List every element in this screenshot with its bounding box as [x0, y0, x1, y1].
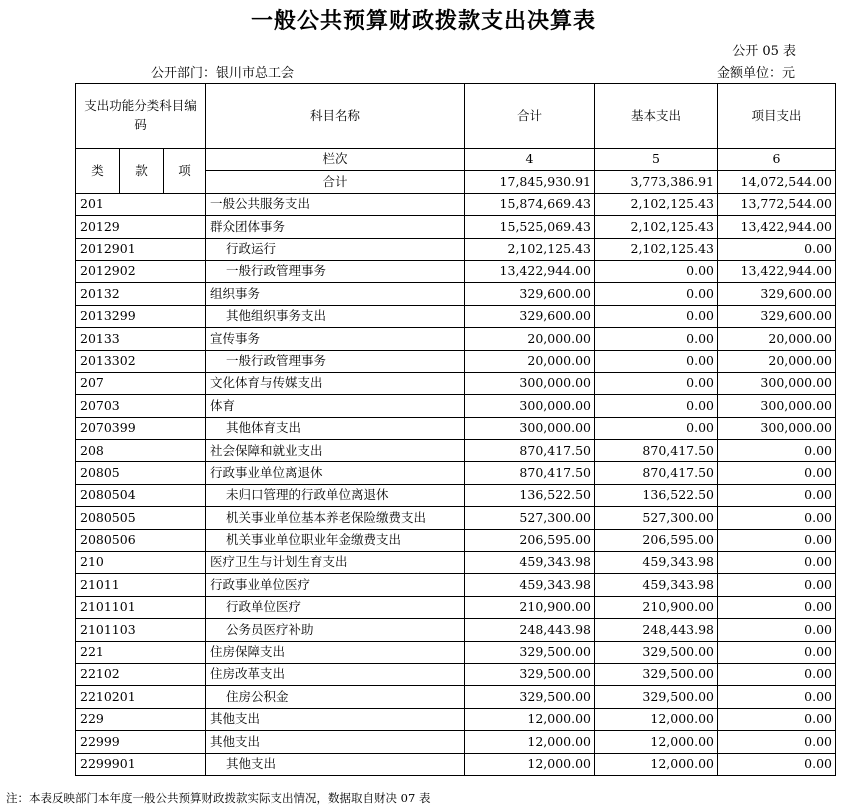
column-number-total: 4 [465, 149, 595, 171]
table-row [76, 216, 836, 238]
row-basic: 329,500.00 [595, 641, 718, 663]
table-row [76, 574, 836, 596]
page-title: 一般公共预算财政拨款支出决算表 [250, 9, 596, 34]
row-total: 300,000.00 [465, 395, 595, 417]
row-name: 住房公积金 [206, 686, 465, 708]
table-row [76, 260, 836, 282]
row-basic: 12,000.00 [595, 708, 718, 730]
row-code: 201 [76, 193, 206, 215]
row-basic: 2,102,125.43 [595, 216, 718, 238]
row-name: 行政运行 [206, 238, 465, 260]
row-name: 其他支出 [206, 753, 465, 775]
row-code: 2070399 [76, 417, 206, 439]
row-basic: 2,102,125.43 [595, 193, 718, 215]
row-project: 0.00 [718, 686, 836, 708]
row-total: 459,343.98 [465, 574, 595, 596]
header-kuan: 款 [120, 149, 164, 194]
row-basic: 136,522.50 [595, 484, 718, 506]
table-row [76, 552, 836, 574]
unit-label: 金额单位：元 [716, 66, 795, 81]
row-basic: 206,595.00 [595, 529, 718, 551]
row-name: 组织事务 [206, 283, 465, 305]
sum-basic: 3,773,386.91 [595, 171, 718, 193]
footnote: 注：本表反映部门本年度一般公共预算财政拨款实际支出情况，数据取自财决 07 表 [6, 791, 431, 805]
row-name: 医疗卫生与计划生育支出 [206, 552, 465, 574]
table-row [76, 731, 836, 753]
department-label: 公开部门：银川市总工会 [151, 66, 295, 81]
row-name: 其他支出 [206, 731, 465, 753]
row-name: 宣传事务 [206, 328, 465, 350]
row-code: 2210201 [76, 686, 206, 708]
form-number: 公开 05 表 [732, 44, 796, 59]
row-basic: 12,000.00 [595, 753, 718, 775]
sum-total: 17,845,930.91 [465, 171, 595, 193]
row-basic: 0.00 [595, 372, 718, 394]
row-code: 221 [76, 641, 206, 663]
row-project: 0.00 [718, 462, 836, 484]
row-total: 13,422,944.00 [465, 260, 595, 282]
row-basic: 0.00 [595, 328, 718, 350]
row-total: 15,525,069.43 [465, 216, 595, 238]
row-code: 210 [76, 552, 206, 574]
table-row [76, 596, 836, 618]
row-project: 0.00 [718, 484, 836, 506]
row-total: 12,000.00 [465, 731, 595, 753]
row-project: 0.00 [718, 731, 836, 753]
row-project: 0.00 [718, 619, 836, 641]
row-total: 136,522.50 [465, 484, 595, 506]
row-total: 2,102,125.43 [465, 238, 595, 260]
row-code: 2013299 [76, 305, 206, 327]
row-code: 21011 [76, 574, 206, 596]
row-total: 20,000.00 [465, 350, 595, 372]
header-name: 科目名称 [206, 84, 465, 149]
row-project: 0.00 [718, 552, 836, 574]
row-code: 229 [76, 708, 206, 730]
row-project: 0.00 [718, 641, 836, 663]
row-total: 329,500.00 [465, 641, 595, 663]
table-row [76, 708, 836, 730]
sum-label: 合计 [206, 171, 465, 193]
row-code: 2012902 [76, 260, 206, 282]
row-name: 行政事业单位医疗 [206, 574, 465, 596]
row-name: 未归口管理的行政单位离退休 [206, 484, 465, 506]
row-total: 459,343.98 [465, 552, 595, 574]
row-project: 300,000.00 [718, 417, 836, 439]
row-code: 207 [76, 372, 206, 394]
row-total: 210,900.00 [465, 596, 595, 618]
row-total: 20,000.00 [465, 328, 595, 350]
header-basic: 基本支出 [595, 84, 718, 149]
table-row [76, 395, 836, 417]
table-row [76, 440, 836, 462]
row-name: 公务员医疗补助 [206, 619, 465, 641]
header-row [76, 84, 836, 149]
row-basic: 0.00 [595, 305, 718, 327]
table-row [76, 193, 836, 215]
row-name: 住房改革支出 [206, 663, 465, 685]
row-total: 15,874,669.43 [465, 193, 595, 215]
row-code: 20132 [76, 283, 206, 305]
row-name: 群众团体事务 [206, 216, 465, 238]
sum-project: 14,072,544.00 [718, 171, 836, 193]
row-total: 12,000.00 [465, 753, 595, 775]
table-row [76, 484, 836, 506]
row-project: 0.00 [718, 238, 836, 260]
row-code: 2101101 [76, 596, 206, 618]
row-project: 13,422,944.00 [718, 216, 836, 238]
column-number-basic: 5 [595, 149, 718, 171]
row-total: 206,595.00 [465, 529, 595, 551]
column-label: 栏次 [206, 149, 465, 171]
row-project: 300,000.00 [718, 372, 836, 394]
row-project: 329,600.00 [718, 305, 836, 327]
row-name: 文化体育与传媒支出 [206, 372, 465, 394]
row-basic: 870,417.50 [595, 440, 718, 462]
row-code: 20133 [76, 328, 206, 350]
row-project: 0.00 [718, 596, 836, 618]
table-row [76, 641, 836, 663]
table-row [76, 663, 836, 685]
row-basic: 870,417.50 [595, 462, 718, 484]
table-row [76, 462, 836, 484]
row-basic: 248,443.98 [595, 619, 718, 641]
row-total: 300,000.00 [465, 372, 595, 394]
row-code: 20129 [76, 216, 206, 238]
row-name: 社会保障和就业支出 [206, 440, 465, 462]
row-code: 22999 [76, 731, 206, 753]
row-basic: 2,102,125.43 [595, 238, 718, 260]
row-project: 329,600.00 [718, 283, 836, 305]
header-project: 项目支出 [718, 84, 836, 149]
expenditure-table [75, 83, 836, 776]
row-total: 329,600.00 [465, 305, 595, 327]
table-row [76, 529, 836, 551]
row-code: 2013302 [76, 350, 206, 372]
row-project: 20,000.00 [718, 328, 836, 350]
row-total: 527,300.00 [465, 507, 595, 529]
row-code: 2080505 [76, 507, 206, 529]
row-code: 20703 [76, 395, 206, 417]
header-total: 合计 [465, 84, 595, 149]
row-code: 2101103 [76, 619, 206, 641]
row-name: 其他组织事务支出 [206, 305, 465, 327]
row-name: 一般行政管理事务 [206, 260, 465, 282]
row-basic: 459,343.98 [595, 574, 718, 596]
table-row [76, 350, 836, 372]
row-basic: 329,500.00 [595, 663, 718, 685]
row-basic: 329,500.00 [595, 686, 718, 708]
row-project: 0.00 [718, 529, 836, 551]
row-code: 2080506 [76, 529, 206, 551]
row-name: 体育 [206, 395, 465, 417]
table-row [76, 507, 836, 529]
row-project: 0.00 [718, 574, 836, 596]
row-total: 12,000.00 [465, 708, 595, 730]
table-row [76, 283, 836, 305]
row-basic: 210,900.00 [595, 596, 718, 618]
row-basic: 459,343.98 [595, 552, 718, 574]
row-name: 一般行政管理事务 [206, 350, 465, 372]
row-name: 其他体育支出 [206, 417, 465, 439]
row-name: 机关事业单位职业年金缴费支出 [206, 529, 465, 551]
row-code: 2299901 [76, 753, 206, 775]
row-project: 13,422,944.00 [718, 260, 836, 282]
row-total: 870,417.50 [465, 462, 595, 484]
row-basic: 527,300.00 [595, 507, 718, 529]
row-project: 0.00 [718, 663, 836, 685]
row-basic: 0.00 [595, 283, 718, 305]
row-name: 住房保障支出 [206, 641, 465, 663]
row-total: 329,500.00 [465, 686, 595, 708]
row-code: 2080504 [76, 484, 206, 506]
header-code-group: 支出功能分类科目编码 [76, 84, 206, 149]
table-row [76, 686, 836, 708]
row-code: 2012901 [76, 238, 206, 260]
row-name: 行政事业单位离退休 [206, 462, 465, 484]
row-total: 248,443.98 [465, 619, 595, 641]
row-name: 一般公共服务支出 [206, 193, 465, 215]
column-number-project: 6 [718, 149, 836, 171]
row-name: 行政单位医疗 [206, 596, 465, 618]
row-name: 机关事业单位基本养老保险缴费支出 [206, 507, 465, 529]
row-project: 0.00 [718, 440, 836, 462]
row-basic: 0.00 [595, 350, 718, 372]
header-xiang: 项 [164, 149, 206, 194]
table-row [76, 417, 836, 439]
row-total: 329,500.00 [465, 663, 595, 685]
table-row [76, 328, 836, 350]
row-total: 300,000.00 [465, 417, 595, 439]
row-project: 0.00 [718, 507, 836, 529]
row-basic: 0.00 [595, 260, 718, 282]
row-code: 22102 [76, 663, 206, 685]
row-basic: 0.00 [595, 395, 718, 417]
table-row [76, 753, 836, 775]
row-total: 870,417.50 [465, 440, 595, 462]
row-project: 13,772,544.00 [718, 193, 836, 215]
row-code: 208 [76, 440, 206, 462]
row-project: 300,000.00 [718, 395, 836, 417]
row-project: 0.00 [718, 708, 836, 730]
table-row [76, 238, 836, 260]
row-basic: 12,000.00 [595, 731, 718, 753]
row-name: 其他支出 [206, 708, 465, 730]
row-code: 20805 [76, 462, 206, 484]
row-basic: 0.00 [595, 417, 718, 439]
table-row [76, 619, 836, 641]
table-row [76, 305, 836, 327]
row-total: 329,600.00 [465, 283, 595, 305]
row-project: 20,000.00 [718, 350, 836, 372]
row-project: 0.00 [718, 753, 836, 775]
table-row [76, 372, 836, 394]
column-number-row [76, 149, 836, 171]
header-lei: 类 [76, 149, 120, 194]
